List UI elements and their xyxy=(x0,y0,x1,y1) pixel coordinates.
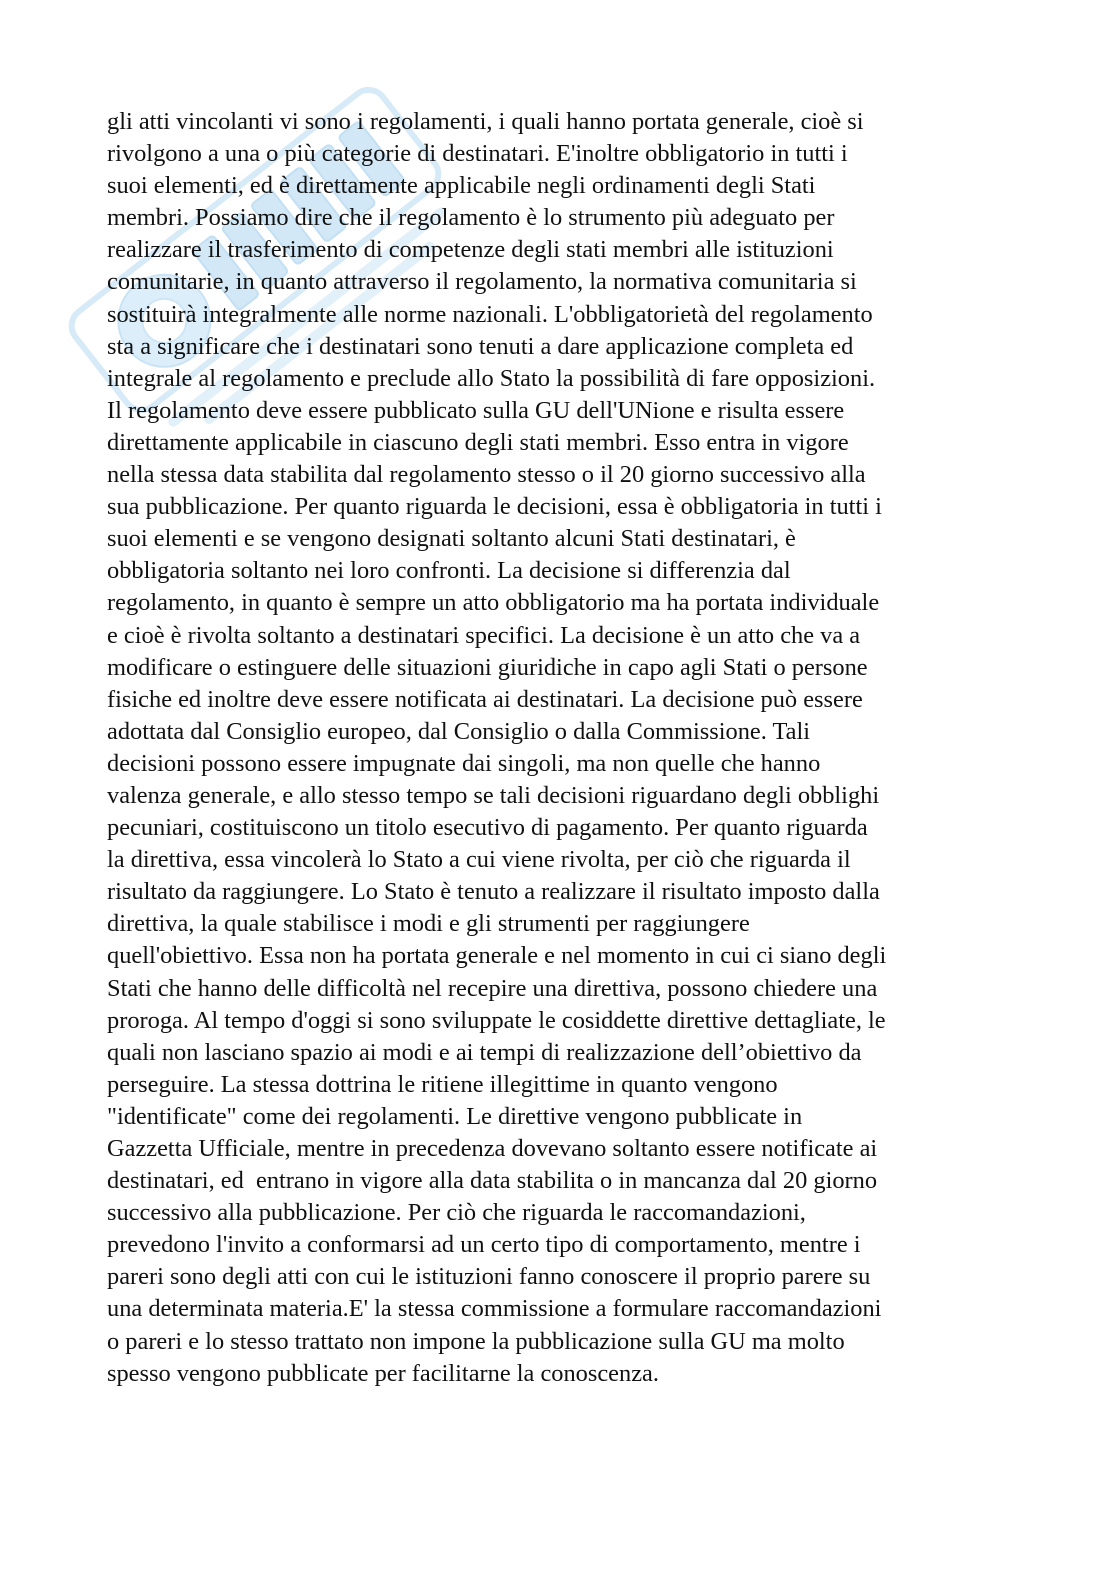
text-line: integrale al regolamento e preclude allo Stato la possibilità di fare opposizioni. xyxy=(107,364,876,392)
text-line: adottata dal Consiglio europeo, dal Consiglio o dalla Commissione. Tali xyxy=(107,717,811,745)
text-line: o pareri e lo stesso trattato non impone la pubblicazione sulla GU ma molto xyxy=(107,1327,845,1355)
text-line: nella stessa data stabilita dal regolamento stesso o il 20 giorno successivo alla xyxy=(107,461,866,489)
text-line: pecuniari, costituiscono un titolo esecutivo di pagamento. Per quanto riguarda xyxy=(107,814,868,842)
text-line: e cioè è rivolta soltanto a destinatari specifici. La decisione è un atto che va a xyxy=(107,621,861,649)
text-line: quali non lasciano spazio ai modi e ai tempi di realizzazione dell’obiettivo da xyxy=(107,1038,862,1066)
text-line: Stati che hanno delle difficoltà nel recepire una direttiva, possono chiedere una xyxy=(107,974,878,1002)
text-line: suoi elementi, ed è direttamente applicabile negli ordinamenti degli Stati xyxy=(107,172,816,200)
text-line: comunitarie, in quanto attraverso il regolamento, la normativa comunitaria si xyxy=(107,268,857,296)
text-line: fisiche ed inoltre deve essere notificata ai destinatari. La decisione può essere xyxy=(107,685,863,713)
text-line: una determinata materia.E' la stessa commissione a formulare raccomandazioni xyxy=(107,1295,882,1323)
text-line: successivo alla pubblicazione. Per ciò che riguarda le raccomandazioni, xyxy=(107,1199,806,1227)
text-line: la direttiva, essa vincolerà lo Stato a cui viene rivolta, per ciò che riguarda il xyxy=(107,846,851,874)
text-line: sua pubblicazione. Per quanto riguarda le decisioni, essa è obbligatoria in tutti i xyxy=(107,493,882,521)
text-line: Il regolamento deve essere pubblicato sulla GU dell'UNione e risulta essere xyxy=(107,396,845,424)
text-line: direttamente applicabile in ciascuno degli stati membri. Esso entra in vigore xyxy=(107,428,849,456)
text-line: Gazzetta Ufficiale, mentre in precedenza dovevano soltanto essere notificate ai xyxy=(107,1135,878,1162)
text-line: pareri sono degli atti con cui le istituzioni fanno conoscere il proprio parere su xyxy=(107,1263,871,1291)
text-line: sta a significare che i destinatari sono tenuti a dare applicazione completa ed xyxy=(107,332,854,360)
text-line: gli atti vincolanti vi sono i regolamenti, i quali hanno portata generale, cioè si xyxy=(107,108,864,135)
text-line: valenza generale, e allo stesso tempo se tali decisioni riguardano degli obblighi xyxy=(107,781,880,809)
text-line: sostituirà integralmente alle norme nazionali. L'obbligatorietà del regolamento xyxy=(107,300,873,328)
text-line: rivolgono a una o più categorie di destinatari. E'inoltre obbligatorio in tutti i xyxy=(107,140,848,168)
text-line: prevedono l'invito a conformarsi ad un certo tipo di comportamento, mentre i xyxy=(107,1231,861,1259)
text-line: membri. Possiamo dire che il regolamento è lo strumento più adeguato per xyxy=(107,204,835,232)
text-line: destinatari, ed entrano in vigore alla data stabilita o in mancanza dal 20 giorno xyxy=(107,1167,878,1195)
document-body-text xyxy=(107,106,1007,1390)
text-line: perseguire. La stessa dottrina le ritiene illegittime in quanto vengono xyxy=(107,1070,778,1098)
text-line: suoi elementi e se vengono designati soltanto alcuni Stati destinatari, è xyxy=(107,525,796,553)
text-line: quell'obiettivo. Essa non ha portata generale e nel momento in cui ci siano degli xyxy=(107,942,887,970)
text-line: realizzare il trasferimento di competenze degli stati membri alle istituzioni xyxy=(107,236,834,264)
text-line: obbligatoria soltanto nei loro confronti. La decisione si differenzia dal xyxy=(107,557,791,585)
text-line: risultato da raggiungere. Lo Stato è tenuto a realizzare il risultato imposto dalla xyxy=(107,878,880,906)
text-line: regolamento, in quanto è sempre un atto obbligatorio ma ha portata individuale xyxy=(107,589,880,617)
text-line: decisioni possono essere impugnate dai singoli, ma non quelle che hanno xyxy=(107,749,821,777)
text-line: spesso vengono pubblicate per facilitarne la conoscenza. xyxy=(107,1359,659,1387)
text-line: direttiva, la quale stabilisce i modi e gli strumenti per raggiungere xyxy=(107,910,750,938)
text-line: modificare o estinguere delle situazioni giuridiche in capo agli Stati o persone xyxy=(107,653,868,681)
text-line: "identificate" come dei regolamenti. Le direttive vengono pubblicate in xyxy=(107,1102,803,1130)
text-line: proroga. Al tempo d'oggi si sono sviluppate le cosiddette direttive dettagliate, le xyxy=(107,1006,886,1034)
